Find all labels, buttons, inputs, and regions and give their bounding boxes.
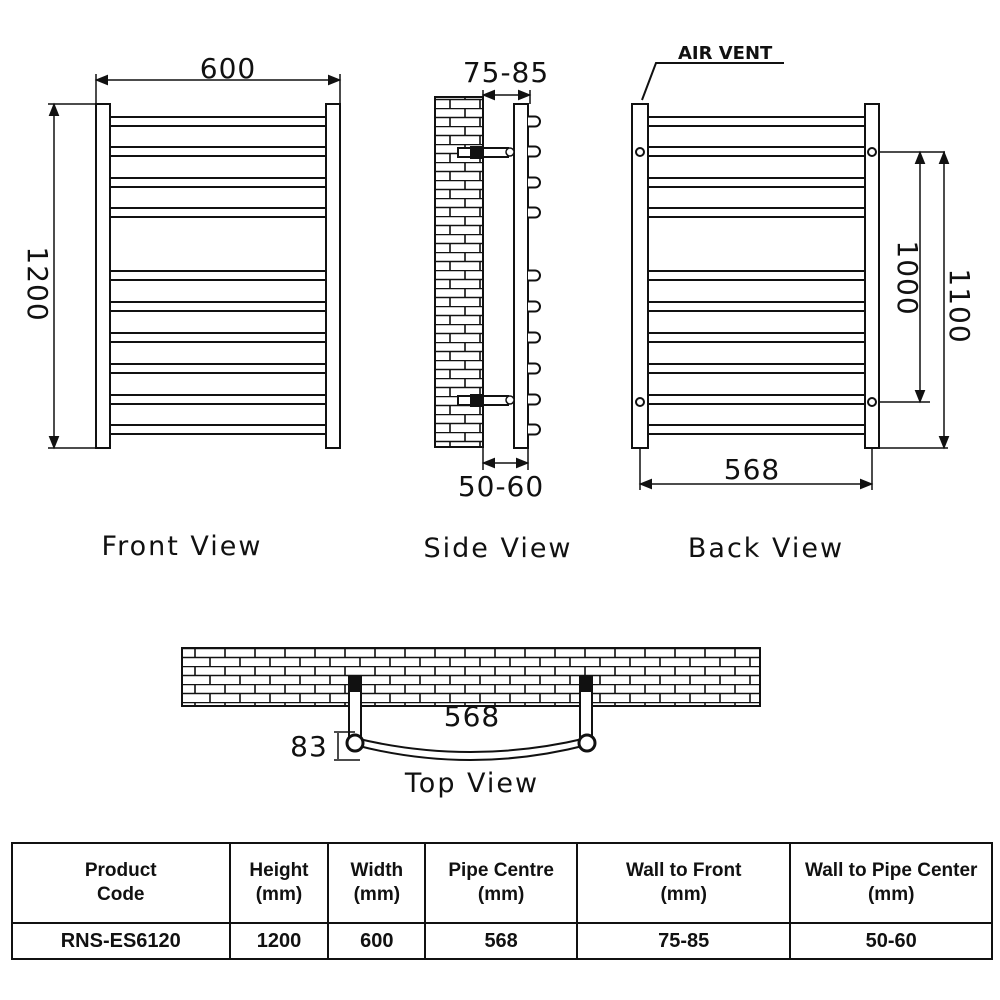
back-towel-rail <box>632 104 879 448</box>
side-bar-end-4 <box>528 208 540 218</box>
side-bar-end-3 <box>528 178 540 188</box>
side-bar-end-10 <box>528 425 540 435</box>
top-right-pipe-valve <box>580 676 592 692</box>
front-crossbars <box>110 117 326 434</box>
top-curved-rail-inner <box>355 738 587 752</box>
back-view <box>632 43 976 564</box>
front-crossbar-2 <box>110 147 326 156</box>
header-width: Width (mm) <box>328 843 425 923</box>
top-view-caption: Top View <box>404 768 540 799</box>
back-bracket-top-right <box>868 148 876 156</box>
front-width-label: 600 <box>199 52 257 85</box>
back-bracket-bottom-left <box>636 398 644 406</box>
front-crossbar-8 <box>110 364 326 373</box>
front-right-upright <box>326 104 340 448</box>
back-crossbars <box>648 117 865 434</box>
cell-product-code: RNS-ES6120 <box>12 923 230 959</box>
back-crossbar-5 <box>648 271 865 280</box>
back-crossbar-4 <box>648 208 865 217</box>
header-pipe-centre: Pipe Centre (mm) <box>425 843 577 923</box>
spec-header-row <box>12 843 992 923</box>
back-view-caption: Back View <box>687 533 845 564</box>
back-crossbar-9 <box>648 395 865 404</box>
top-left-end-cap <box>347 735 363 751</box>
front-height-label: 1200 <box>21 246 54 322</box>
top-right-end-cap <box>579 735 595 751</box>
back-vertical-1100-label: 1100 <box>943 268 976 344</box>
back-crossbar-1 <box>648 117 865 126</box>
top-wall-bricks <box>182 648 760 706</box>
table-row <box>12 923 992 959</box>
front-crossbar-10 <box>110 425 326 434</box>
side-bar-end-9 <box>528 395 540 405</box>
header-wall-to-pipe: Wall to Pipe Center (mm) <box>790 843 992 923</box>
front-view <box>21 52 340 562</box>
back-pipe-centre-label: 568 <box>723 453 781 486</box>
front-left-upright <box>96 104 110 448</box>
back-crossbar-8 <box>648 364 865 373</box>
side-upright <box>514 104 528 448</box>
side-bracket-bottom <box>458 394 514 407</box>
top-pipe-centre-label: 568 <box>443 700 501 733</box>
cell-wall-to-pipe: 50-60 <box>790 923 992 959</box>
header-product-code: Product Code <box>12 843 230 923</box>
back-crossbar-10 <box>648 425 865 434</box>
top-view <box>182 648 760 799</box>
side-bar-end-8 <box>528 364 540 374</box>
air-vent-label: AIR VENT <box>678 43 773 64</box>
side-bar-ends <box>528 117 540 435</box>
front-crossbar-4 <box>110 208 326 217</box>
front-crossbar-7 <box>110 333 326 342</box>
back-bracket-bottom-right <box>868 398 876 406</box>
side-view <box>423 56 572 564</box>
back-crossbar-2 <box>648 147 865 156</box>
front-crossbar-5 <box>110 271 326 280</box>
side-bar-end-1 <box>528 117 540 127</box>
back-crossbar-6 <box>648 302 865 311</box>
cell-height: 1200 <box>230 923 329 959</box>
back-vertical-1000-label: 1000 <box>891 240 924 316</box>
front-crossbar-1 <box>110 117 326 126</box>
side-bar-end-2 <box>528 147 540 157</box>
front-crossbar-6 <box>110 302 326 311</box>
side-view-caption: Side View <box>423 533 573 564</box>
top-depth-label: 83 <box>290 730 328 763</box>
front-view-caption: Front View <box>101 531 263 562</box>
cell-pipe-centre: 568 <box>425 923 577 959</box>
air-vent-leader <box>642 63 784 100</box>
side-bar-end-6 <box>528 302 540 312</box>
cell-wall-to-front: 75-85 <box>577 923 790 959</box>
front-crossbar-9 <box>110 395 326 404</box>
back-crossbar-7 <box>648 333 865 342</box>
side-bar-end-5 <box>528 271 540 281</box>
side-bar-end-7 <box>528 333 540 343</box>
back-crossbar-3 <box>648 178 865 187</box>
front-towel-rail <box>96 104 340 448</box>
top-left-pipe-valve <box>349 676 361 692</box>
back-bracket-top-left <box>636 148 644 156</box>
side-bracket-top <box>458 146 514 159</box>
header-wall-to-front: Wall to Front (mm) <box>577 843 790 923</box>
header-height: Height (mm) <box>230 843 329 923</box>
side-wall-to-front-label: 75-85 <box>462 56 550 89</box>
side-wall-to-pipe-label: 50-60 <box>457 470 545 503</box>
cell-width: 600 <box>328 923 425 959</box>
spec-table <box>11 842 993 960</box>
front-crossbar-3 <box>110 178 326 187</box>
